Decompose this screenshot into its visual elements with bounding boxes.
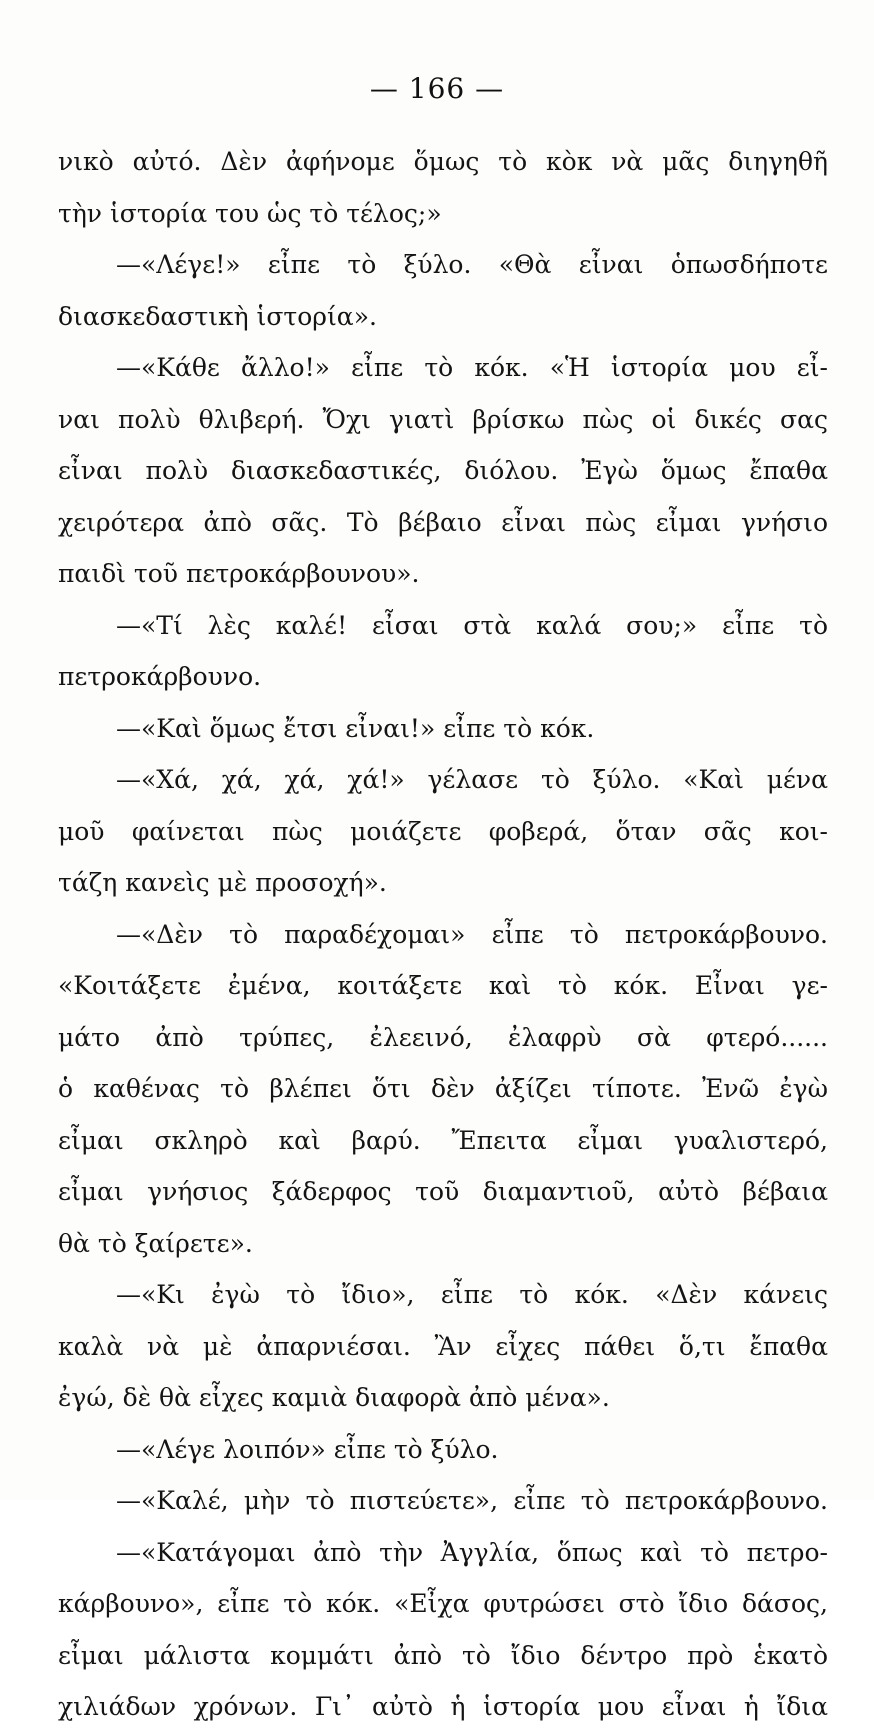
text-line: χιλιάδων χρόνων. Γι᾽ αὐτὸ ἡ ἱστορία μου εἶναι ἡ ἴδια <box>58 1692 828 1721</box>
text-line: κάρβουνο», εἶπε τὸ κόκ. «Εἶχα φυτρώσει στὸ ἴδιο δάσος, <box>58 1589 828 1618</box>
text-line: παιδὶ τοῦ πετροκάρβουνου». <box>58 559 420 588</box>
text-line: θὰ τὸ ξαίρετε». <box>58 1228 253 1258</box>
text-line: τὴν ἱστορία του ὡς τὸ τέλος;» <box>58 198 442 228</box>
text-line: εἶμαι σκληρὸ καὶ βαρύ. Ἔπειτα εἶμαι γυαλιστερό, <box>58 1125 828 1155</box>
text-line: —«Δὲν τὸ παραδέχομαι» εἶπε τὸ πετροκάρβουνο. <box>116 919 828 949</box>
text-line: —«Τί λὲς καλέ! εἶσαι στὰ καλά σου;» εἶπε τὸ <box>116 610 828 640</box>
text-line: ναι πολὺ θλιβερή. Ὄχι γιατὶ βρίσκω πὼς οἱ δικές σας <box>58 404 828 434</box>
text-line: —«Κι ἐγὼ τὸ ἴδιο», εἶπε τὸ κόκ. «Δὲν κάνεις <box>116 1280 828 1309</box>
text-line: ἐγώ, δὲ θὰ εἶχες καμιὰ διαφορὰ ἀπὸ μένα». <box>58 1383 610 1412</box>
text-line: —«Καὶ ὅμως ἔτσι εἶναι!» εἶπε τὸ κόκ. <box>116 713 595 743</box>
text-line: καλὰ νὰ μὲ ἀπαρνιέσαι. Ἂν εἶχες πάθει ὅ,τι ἔπαθα <box>58 1331 828 1361</box>
text-line: εἶναι πολὺ διασκεδαστικές, διόλου. Ἐγὼ ὅμως ἔπαθα <box>58 456 828 485</box>
text-line: —«Λέγε!» εἶπε τὸ ξύλο. «Θὰ εἶναι ὁπωσδήποτε <box>116 250 828 279</box>
text-line: διασκεδαστικὴ ἱστορία». <box>58 301 377 331</box>
text-line: εἶμαι γνήσιος ξάδερφος τοῦ διαμαντιοῦ, αὐτὸ βέβαια <box>58 1177 828 1206</box>
text-line: νικὸ αὐτό. Δὲν ἀφήνομε ὅμως τὸ κὸκ νὰ μᾶς διηγηθῆ <box>58 147 828 176</box>
text-line: μοῦ φαίνεται πὼς μοιάζετε φοβερά, ὅταν σᾶς κοι- <box>58 816 828 846</box>
text-line: μάτο ἀπὸ τρύπες, ἐλεεινό, ἐλαφρὺ σὰ φτερό...... <box>58 1022 828 1052</box>
text-line: —«Καλέ, μὴν τὸ πιστεύετε», εἶπε τὸ πετροκάρβουνο. <box>116 1486 828 1515</box>
text-line: εἶμαι μάλιστα κομμάτι ἀπὸ τὸ ἴδιο δέντρο πρὸ ἑκατὸ <box>58 1640 828 1670</box>
text-line: —«Κατάγομαι ἀπὸ τὴν Ἀγγλία, ὅπως καὶ τὸ πετρο- <box>116 1537 828 1567</box>
page-number: — 166 — <box>369 72 505 105</box>
text-line: τάζη κανεὶς μὲ προσοχή». <box>58 868 387 897</box>
text-line: —«Χά, χά, χά, χά!» γέλασε τὸ ξύλο. «Καὶ μένα <box>116 765 828 794</box>
text-line: χειρότερα ἀπὸ σᾶς. Τὸ βέβαιο εἶναι πὼς εἶμαι γνήσιο <box>58 507 828 537</box>
text-line: ὁ καθένας τὸ βλέπει ὅτι δὲν ἀξίζει τίποτε. Ἐνῶ ἐγὼ <box>58 1074 828 1103</box>
text-line: —«Κάθε ἄλλο!» εἶπε τὸ κόκ. «Ἡ ἱστορία μου εἶ- <box>116 353 828 382</box>
text-line: —«Λέγε λοιπόν» εἶπε τὸ ξύλο. <box>116 1434 499 1464</box>
text-line: «Κοιτάξετε ἐμένα, κοιτάξετε καὶ τὸ κόκ. Εἶναι γε- <box>58 971 828 1000</box>
text-line: πετροκάρβουνο. <box>58 662 262 691</box>
body-text <box>58 136 828 1733</box>
